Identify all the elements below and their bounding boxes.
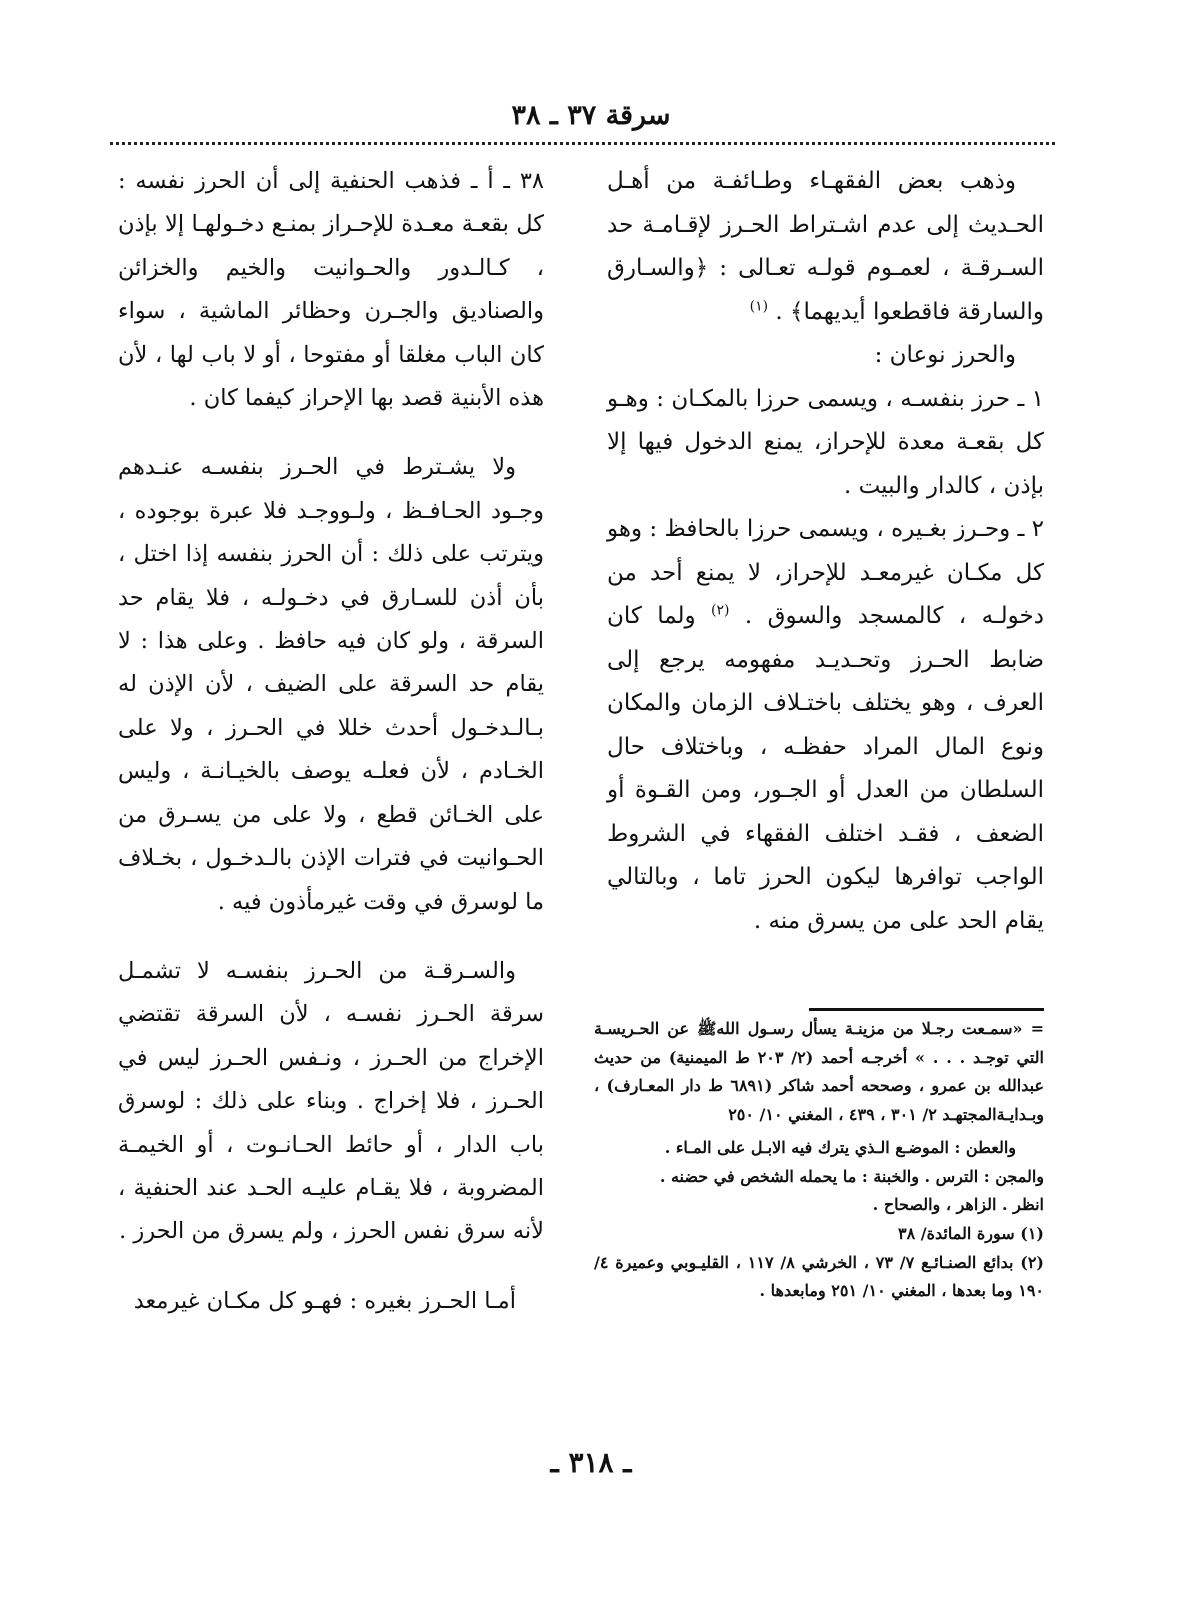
left-column [118,160,544,1323]
right-paragraph-1-text: وذهب بعض الفقهـاء وطـائفـة من أهـل الحـديث إلى عدم اشـتراط الحـرز لإقـامـة حد السـرقـة ، لعمـوم قولـه تعـالى : ﴿والسـارق والسارقة فاقطعوا أيديهما﴾ . [607,168,1044,325]
right-paragraph-3: ١ ـ حرز بنفسـه ، ويسمى حرزا بالمكـان : وهـو كل بقعـة معدة للإحراز، يمنع الدخول فيها إلا بإذن ، كالدار والبيت . [607,385,1044,499]
footnotes [594,1015,1044,1306]
left-paragraph-4: أمـا الحـرز بغيره : فهـو كل مكـان غيرمعد [133,1287,516,1314]
header-dotted-divider [110,142,1055,145]
page-number: ـ ٣١٨ ـ [550,1446,632,1479]
left-paragraph-1: ٣٨ ـ أ ـ فذهب الحنفية إلى أن الحرز نفسه : كل بقعـة معـدة للإحـراز بمنـع دخـولهـا إلا بإذن ، كـالـدور والحـوانيت والخيم والخزائن والصناديق والجـرن وحظائر الماشية ، سواء كان الباب مغلقا أو مفتوحا ، أو لا باب لها ، لأن هذه الأبنية قصد بها الإحراز كيفما كان . [118,168,544,412]
right-paragraph-4 [607,508,1044,943]
left-paragraph-3: والسـرقـة من الحـرز بنفسـه لا تشمـل سرقة الحـرز نفسـه ، لأن السرقة تقتضي الإخراج من الحـرز ، ونـفس الحـرز ليس في الحـرز ، فلا إخراج . وبناء على ذلك : لوسرق باب الدار ، أو حائط الحـانـوت ، أو الخيمـة المضروبة ، فلا يقـام عليـه الحـد عند الحنفية ، لأنه سرق نفس الحرز ، ولم يسرق من الحرز . [118,957,544,1245]
right-paragraph-4-text-a: ٢ ـ وحـرز بغـيره ، ويسمى حرزا بالحافظ : وهو كل مكـان غيرمعـد للإحراز، لا يمنع أحد من دخولـه ، كالمسجد والسوق . [607,516,1045,629]
footnote-divider [809,1008,1044,1011]
footnote-ref-1: (١) [749,297,769,314]
right-paragraph-1 [607,160,1044,334]
footnote-note-2: والمجن : الترس . والخبنة : ما يحمله الشخص في حضنه . [659,1166,1044,1186]
right-paragraph-4-text-b: ولما كان ضابط الحـرز وتحـديـد مفهومه يرجع إلى العرف ، وهو يختلف باختـلاف الزمان والمكان ونوع المال المراد حفظـه ، وباختلاف حال السلطان من العدل أو الجـور، ومن القـوة أو الضعف ، فقـد اختلف الفقهاء في الشروط الواجب توافرها ليكون الحرز تاما ، وبالتالي يقام الحد على من يسرق منه . [607,603,1044,934]
footnote-note-3: انظر . الزاهر ، والصحاح . [872,1195,1044,1215]
footnote-ref-2: (٢) [711,602,730,619]
footnote-note-1: والعطن : الموضـع الـذي يترك فيه الابـل على المـاء . [664,1137,1016,1157]
left-paragraph-2: ولا يشـترط في الحـرز بنفسـه عنـدهم وجـود الحـافـظ ، ولـووجـد فلا عبرة بوجوده ، ويترتب على ذلك : أن الحرز بنفسه إذا اختل ، بأن أذن للسـارق في دخـولـه ، فلا يقام حد السرقة ، ولو كان فيه حافظ . وعلى هذا : لا يقام حد السرقة على الضيف ، لأن الإذن له بـالـدخـول أحدث خللا في الحـرز ، ولا على الخـادم ، لأن فعلـه يوصف بالخيـانـة ، وليس على الخـائن قطع ، ولا على من يسـرق من الحـوانيت في فترات الإذن بالـدخـول ، بخـلاف ما لوسرق في وقت غيرمأذون فيه . [118,454,544,915]
footnote-2: (٢) بدائع الصنـائـع ٧/ ٧٣ ، الخرشي ٨/ ١١٧ ، القليـوبي وعميرة ٤/ ١٩٠ وما بعدها ، المغني ١٠/ ٢٥١ ومابعدها . [594,1252,1044,1301]
right-paragraph-2: والحرز نوعان : [874,342,1016,368]
footnote-1: (١) سورة المائدة/ ٣٨ [898,1223,1044,1243]
right-column [607,160,1044,943]
footnote-continuation: = «سمـعت رجـلا من مزينـة يسأل رسـول اللهﷺ عن الحـريسـة التي توجـد . . . » أخرجـه أحمد (٢/ ٢٠٣ ط الميمنية) من حديث عبدالله بن عمرو ، وصححه أحمد شاكر (٦٨٩١ ط دار المعـارف) ، وبـدايـةالمجتهـد ٢/ ٣٠١ ، ٤٣٩ ، المغني ١٠/ ٢٥٠ [594,1019,1045,1125]
page-header-title: سرقة ٣٧ ـ ٣٨ [511,100,671,131]
